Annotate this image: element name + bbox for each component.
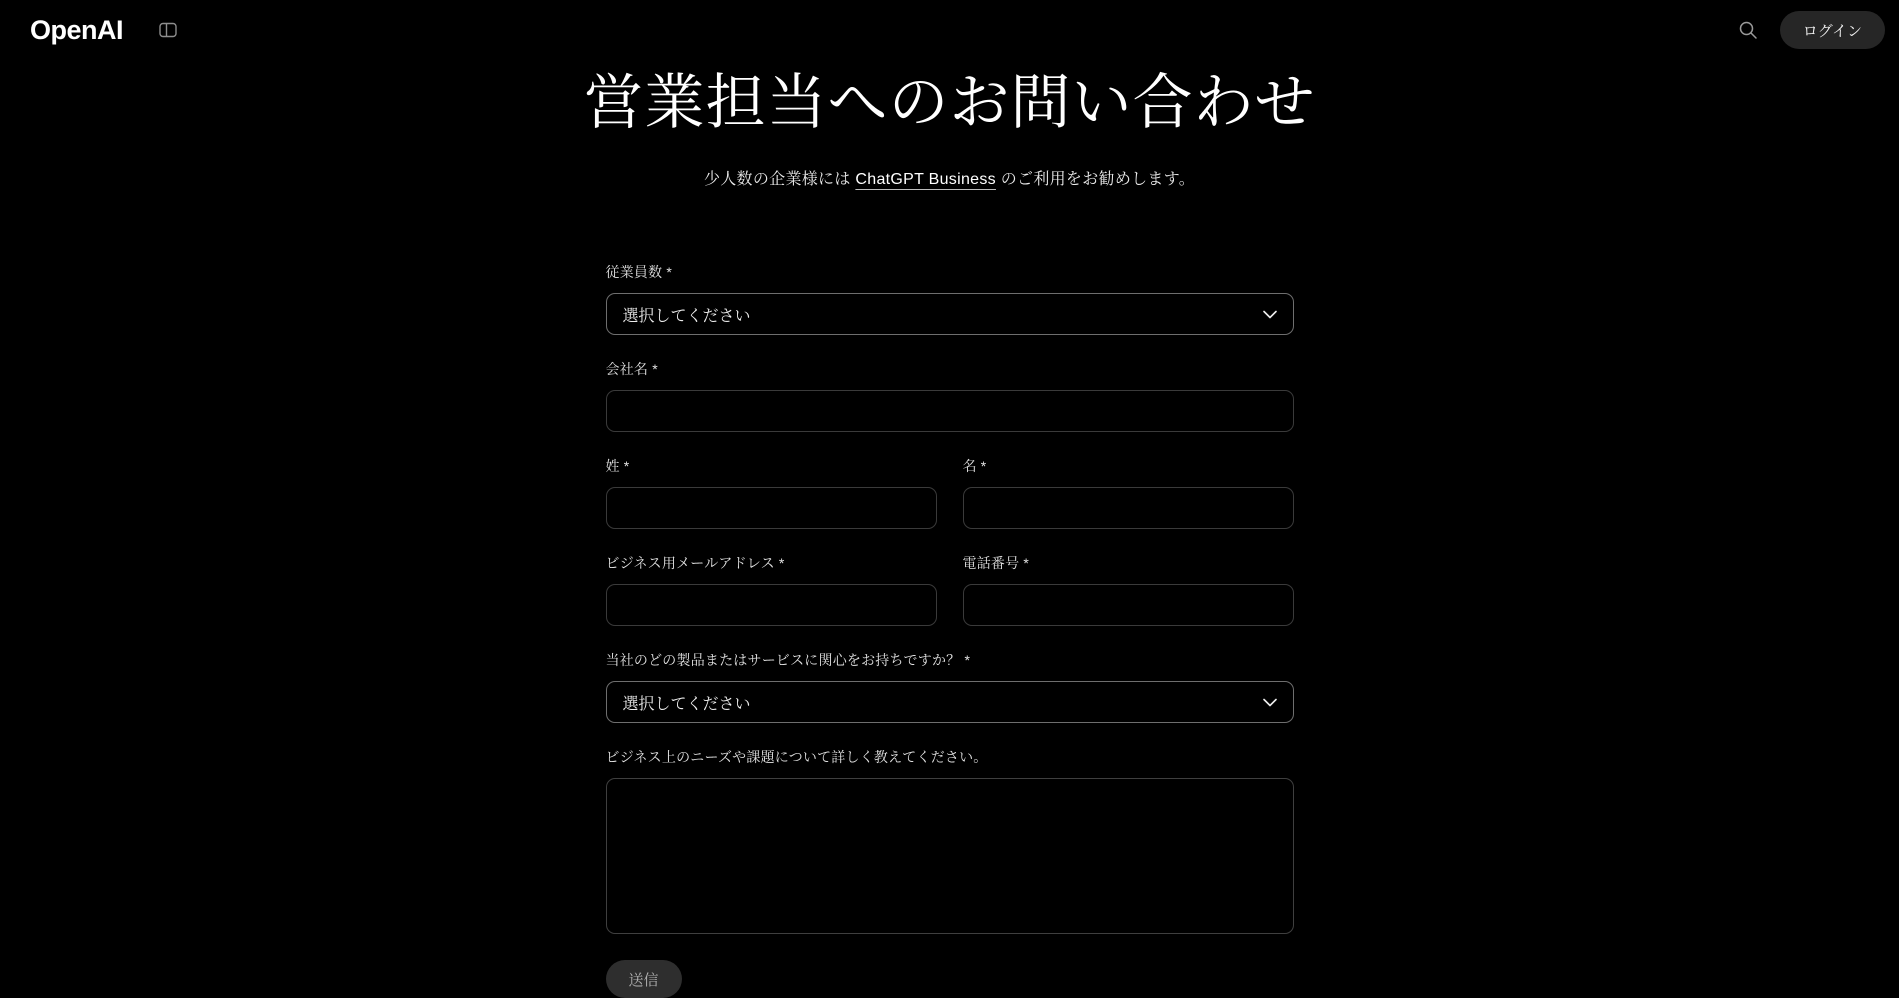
header-left <box>30 15 177 46</box>
last-name-input[interactable] <box>606 487 937 529</box>
product-interest-select-value: 選択してください <box>622 695 751 713</box>
employees-label: 従業員数 * <box>605 264 673 280</box>
first-name-field-group <box>963 456 1294 529</box>
product-interest-field-group <box>606 650 1294 723</box>
subtitle-prefix: 少人数の企業様には <box>703 171 856 188</box>
page-subtitle <box>0 166 1899 189</box>
phone-label: 電話番号 * <box>962 555 1030 571</box>
employees-select-value: 選択してください <box>622 307 751 325</box>
email-label: ビジネス用メールアドレス * <box>605 555 785 571</box>
product-interest-label: 当社のどの製品またはサービスに関心をお持ちですか？ * <box>605 652 971 668</box>
page-title: 営業担当へのお問い合わせ <box>583 69 1316 136</box>
chatgpt-business-link[interactable]: ChatGPT Business <box>855 171 996 188</box>
employees-select[interactable] <box>606 293 1294 335</box>
email-input[interactable] <box>606 584 937 626</box>
phone-field-group <box>963 553 1294 626</box>
subtitle-suffix: のご利用をお勧めします。 <box>995 171 1196 188</box>
main-content <box>0 70 1899 998</box>
first-name-input[interactable] <box>963 487 1294 529</box>
top-nav <box>0 0 1899 60</box>
employees-field-group <box>606 262 1294 335</box>
openai-logo[interactable]: OpenAI <box>30 14 124 45</box>
business-needs-textarea[interactable] <box>606 778 1294 934</box>
company-input[interactable] <box>606 390 1294 432</box>
name-row <box>606 456 1294 553</box>
login-button[interactable]: ログイン <box>1780 11 1885 49</box>
chevron-down-icon <box>1263 310 1277 319</box>
phone-input[interactable] <box>963 584 1294 626</box>
first-name-label: 名 * <box>962 458 987 474</box>
company-field-group <box>606 359 1294 432</box>
business-needs-label: ビジネス上のニーズや課題について詳しく教えてください。 <box>605 749 988 765</box>
business-needs-field-group <box>606 747 1294 934</box>
submit-button[interactable]: 送信 <box>606 960 682 998</box>
search-icon[interactable] <box>1738 20 1758 40</box>
last-name-field-group <box>606 456 937 529</box>
contact-row <box>606 553 1294 650</box>
email-field-group <box>606 553 937 626</box>
sidebar-toggle-icon[interactable] <box>159 22 177 38</box>
chevron-down-icon <box>1263 698 1277 707</box>
last-name-label: 姓 * <box>605 458 630 474</box>
product-interest-select[interactable] <box>606 681 1294 723</box>
contact-sales-form <box>606 262 1294 998</box>
company-label: 会社名 * <box>605 361 658 377</box>
header-right <box>1738 11 1885 49</box>
